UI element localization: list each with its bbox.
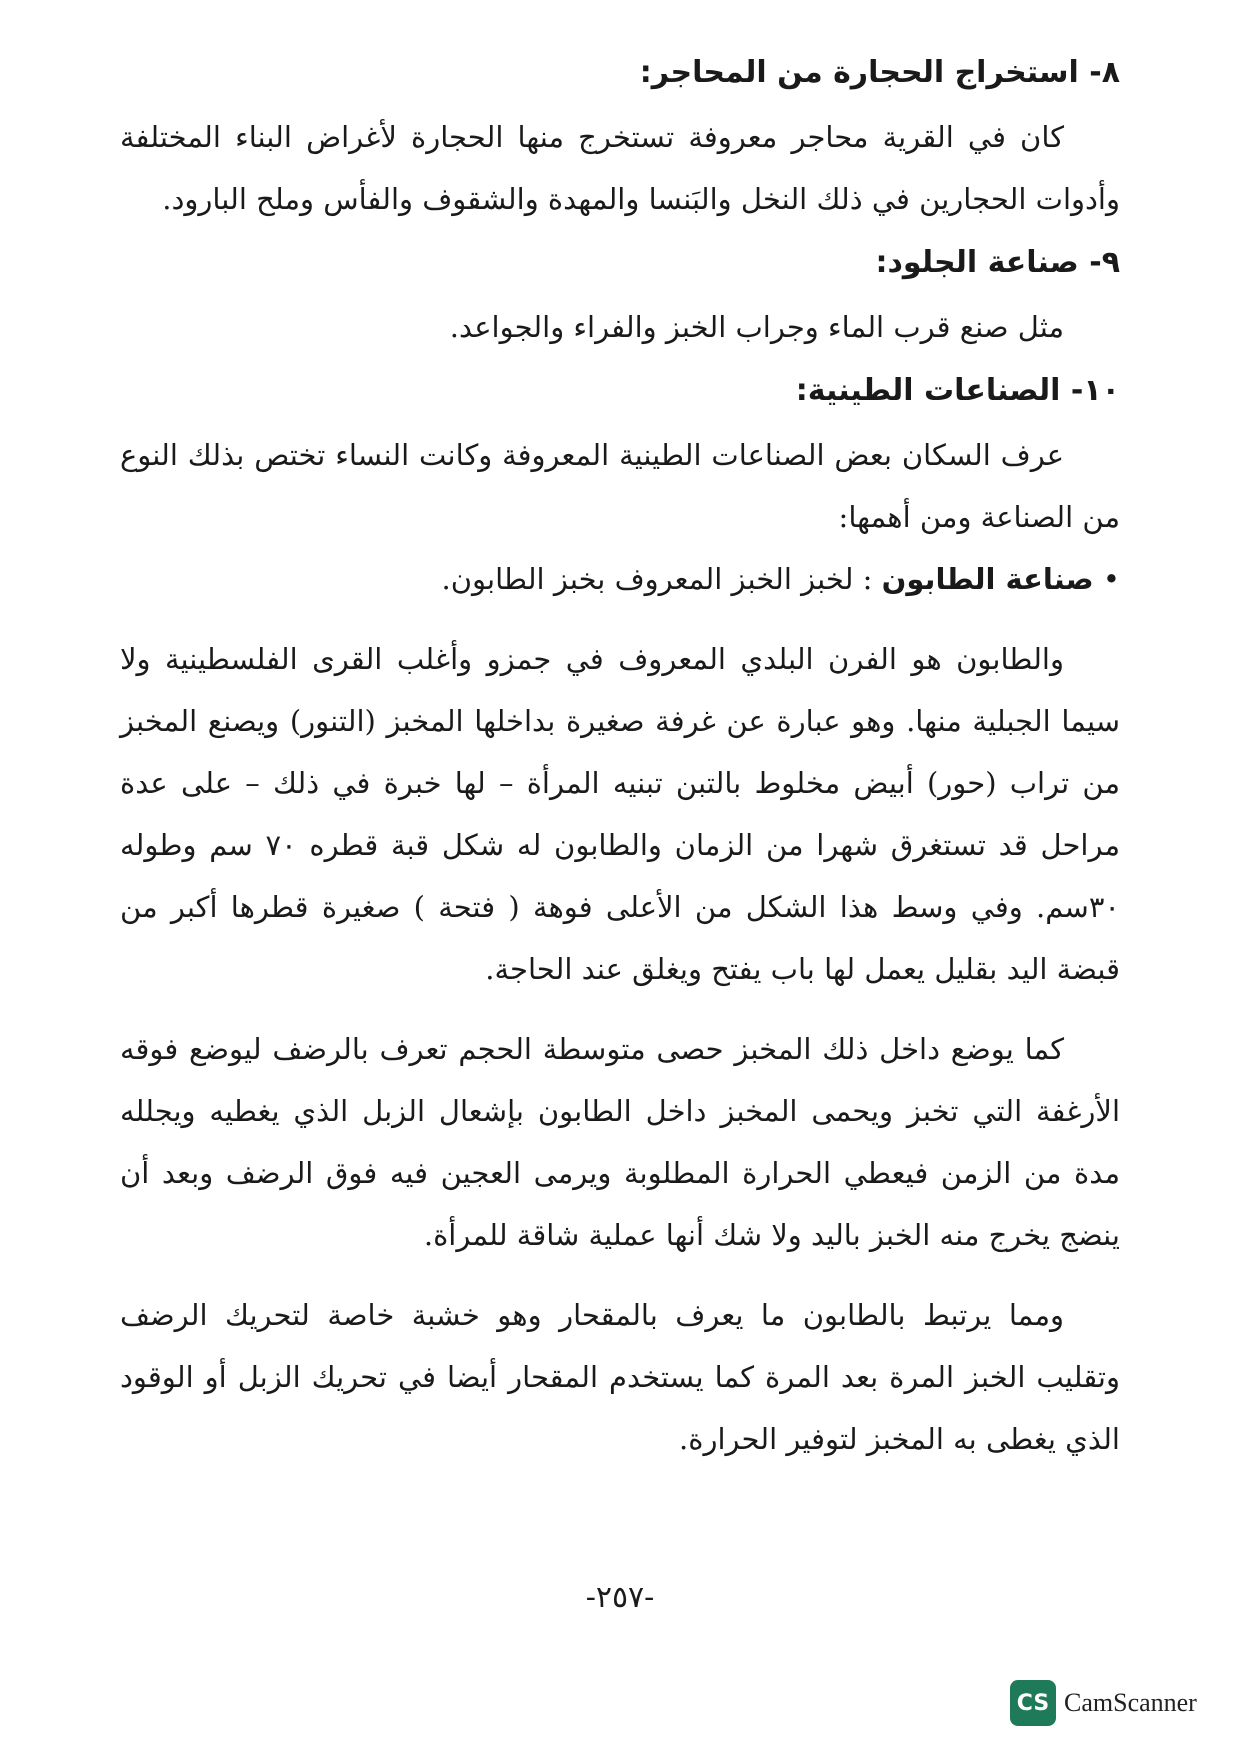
camscanner-logo-icon: CS — [1010, 1680, 1056, 1726]
section-10-intro-text: عرف السكان بعض الصناعات الطينية المعروفة وكانت النساء تختص بذلك النوع من الصناعة ومن أهمها: — [120, 438, 1120, 534]
section-10-intro — [120, 424, 1120, 548]
tabun-bullet — [120, 548, 1120, 610]
spacer — [120, 1000, 1120, 1018]
document-page — [120, 40, 1120, 1470]
tabun-paragraph-1 — [120, 628, 1120, 1000]
tabun-paragraph-2-text: كما يوضع داخل ذلك المخبز حصى متوسطة الحجم تعرف بالرضف ليوضع فوقه الأرغفة التي تخبز ويحمى المخبز داخل الطابون بإشعال الزبل الذي يغطيه ويجلله مدة من الزمن فيعطي الحرارة المطلوبة ويرمى العجين فيه فوق الرضف وبعد أن ينضج يخرج منه الخبز باليد ولا شك أنها عملية شاقة للمرأة. — [120, 1032, 1120, 1252]
section-9-body — [120, 296, 1120, 358]
section-9-text: مثل صنع قرب الماء وجراب الخبز والفراء والجواعد. — [449, 310, 1064, 344]
tabun-paragraph-3-text: ومما يرتبط بالطابون ما يعرف بالمقحار وهو خشبة خاصة لتحريك الرضف وتقليب الخبز المرة بعد المرة كما يستخدم المقحار أيضا في تحريك الزبل أو الوقود الذي يغطى به المخبز لتوفير الحرارة. — [120, 1298, 1120, 1456]
spacer — [120, 1266, 1120, 1284]
tabun-paragraph-1-text: والطابون هو الفرن البلدي المعروف في جمزو وأغلب القرى الفلسطينية ولا سيما الجبلية منها. وهو عبارة عن غرفة صغيرة بداخلها المخبز (التنور) ويصنع المخبز من تراب (حور) أبيض مخلوط بالتبن تبنيه المرأة – لها خبرة في ذلك – على عدة مراحل قد تستغرق شهرا من الزمان والطابون له شكل قبة قطره ٧٠ سم وطوله ٣٠سم. وفي وسط هذا الشكل من الأعلى فوهة ( فتحة ) صغيرة قطرها أكبر من قبضة اليد بقليل يعمل لها باب يفتح ويغلق عند الحاجة. — [120, 642, 1120, 986]
section-10-heading: ١٠- الصناعات الطينية: — [795, 373, 1120, 408]
tabun-paragraph-3 — [120, 1284, 1120, 1470]
camscanner-watermark — [1010, 1680, 1197, 1726]
section-9-heading: ٩- صناعة الجلود: — [875, 245, 1120, 280]
camscanner-label: CamScanner — [1064, 1688, 1197, 1717]
spacer — [120, 610, 1120, 628]
section-8-heading: ٨- استخراج الحجارة من المحاجر: — [639, 55, 1120, 90]
section-8-body — [120, 106, 1120, 230]
section-8-text: كان في القرية محاجر معروفة تستخرج منها الحجارة لأغراض البناء المختلفة وأدوات الحجارين في ذلك النخل والبَنسا والمهدة والشقوف والفأس وملح البارود. — [120, 120, 1120, 216]
tabun-paragraph-2 — [120, 1018, 1120, 1266]
bullet-dot-icon: • — [1102, 562, 1120, 596]
tabun-bullet-title: صناعة الطابون — [881, 562, 1094, 596]
tabun-bullet-text: : لخبز الخبز المعروف بخبز الطابون. — [441, 562, 882, 596]
page-number: -٢٥٧- — [585, 1580, 655, 1615]
